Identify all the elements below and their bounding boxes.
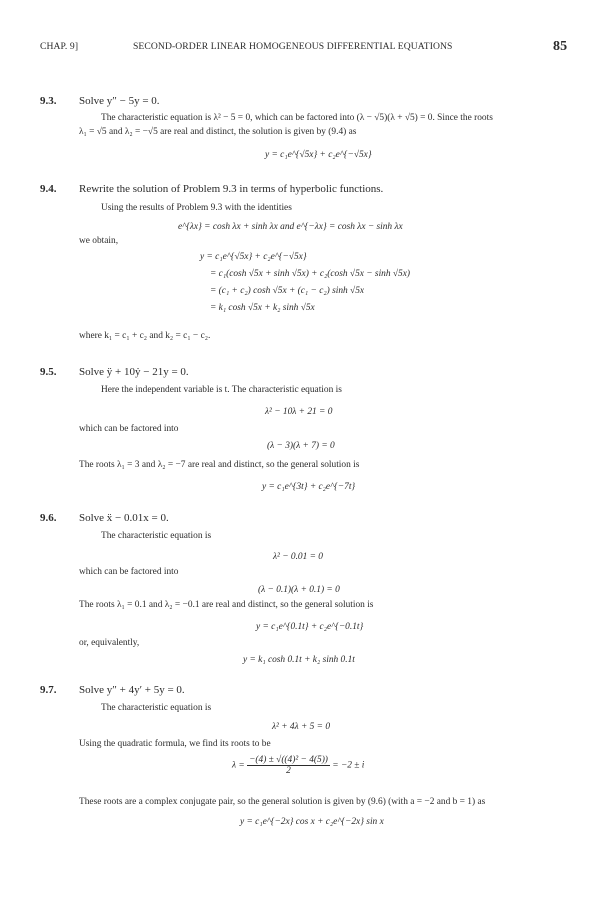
running-header-title: SECOND-ORDER LINEAR HOMOGENEOUS DIFFERENTIAL EQUATIONS (133, 41, 453, 52)
equation-9-7-characteristic: λ² + 4λ + 5 = 0 (272, 722, 331, 732)
solution-text-9-4-line1: Using the results of Problem 9.3 with the identities (101, 203, 292, 213)
solution-text-9-7-line1: The characteristic equation is (101, 703, 212, 713)
equation-9-7-numerator: −(4) ± √((4)² − 4(5)) (249, 755, 328, 765)
problem-number-9-4: 9.4. (40, 183, 57, 195)
problem-statement-9-4: Rewrite the solution of Problem 9.3 in terms of hyperbolic functions. (79, 183, 384, 195)
equation-9-7-rhs: = −2 ± i (332, 760, 365, 771)
equation-9-6-solution: y = c₁e^{0.1t} + c₂e^{−0.1t} (256, 622, 364, 632)
problem-statement-9-6: Solve ẍ − 0.01x = 0. (79, 512, 169, 524)
problem-statement-9-7: Solve y″ + 4y′ + 5y = 0. (79, 684, 185, 696)
page-number: 85 (553, 39, 568, 54)
problem-number-9-3: 9.3. (40, 95, 57, 107)
equation-9-6-characteristic: λ² − 0.01 = 0 (273, 552, 323, 562)
equation-9-4-line3: = (c₁ + c₂) cosh √5x + (c₁ − c₂) sinh √5x (210, 286, 365, 296)
problem-number-9-6: 9.6. (40, 512, 57, 524)
solution-text-9-3-line2: λ₁ = √5 and λ₂ = −√5 are real and distinct, the solution is given by (9.4) as (79, 127, 357, 137)
solution-text-9-3-line1: The characteristic equation is λ² − 5 = 0, which can be factored into (λ − √5)(λ + √5) = 0. Since the roots (101, 113, 493, 123)
problem-number-9-7: 9.7. (40, 684, 57, 696)
problem-statement-9-5: Solve ÿ + 10ẏ − 21y = 0. (79, 366, 189, 378)
equation-9-7-lhs: λ = (232, 760, 245, 771)
equation-9-5-factored: (λ − 3)(λ + 7) = 0 (267, 441, 335, 451)
problem-statement-9-3: Solve y″ − 5y = 0. (79, 95, 160, 107)
solution-text-9-5-line1: Here the independent variable is t. The characteristic equation is (101, 385, 342, 395)
equation-9-5-solution: y = c₁e^{3t} + c₂e^{−7t} (262, 482, 356, 492)
equation-9-3-solution: y = c₁e^{√5x} + c₂e^{−√5x} (265, 150, 372, 160)
solution-text-9-5-line3: The roots λ₁ = 3 and λ₂ = −7 are real and distinct, so the general solution is (79, 460, 360, 470)
equation-9-7-quadratic (232, 755, 364, 776)
equation-9-4-line2: = c₁(cosh √5x + sinh √5x) + c₂(cosh √5x − sinh √5x) (210, 269, 411, 279)
equation-9-4-line4: = k₁ cosh √5x + k₂ sinh √5x (210, 303, 315, 313)
solution-text-9-4-line2: we obtain, (79, 236, 119, 246)
equation-9-7-solution: y = c₁e^{−2x} cos x + c₂e^{−2x} sin x (240, 817, 384, 827)
equation-9-7-fraction (247, 755, 330, 776)
equation-9-4-identities: e^{λx} = cosh λx + sinh λx and e^{−λx} = cosh λx − sinh λx (178, 222, 403, 232)
solution-text-9-6-line3: The roots λ₁ = 0.1 and λ₂ = −0.1 are real and distinct, so the general solution is (79, 600, 374, 610)
equation-9-5-characteristic: λ² − 10λ + 21 = 0 (265, 407, 333, 417)
solution-text-9-6-line1: The characteristic equation is (101, 531, 212, 541)
solution-text-9-6-line4: or, equivalently, (79, 638, 140, 648)
equation-9-6-factored: (λ − 0.1)(λ + 0.1) = 0 (258, 585, 340, 595)
solution-text-9-5-line2: which can be factored into (79, 424, 179, 434)
solution-text-9-7-line2: Using the quadratic formula, we find its roots to be (79, 739, 271, 749)
solution-text-9-6-line2: which can be factored into (79, 567, 179, 577)
solution-text-9-4-line3: where k₁ = c₁ + c₂ and k₂ = c₁ − c₂. (79, 331, 211, 341)
problem-number-9-5: 9.5. (40, 366, 57, 378)
solution-text-9-7-line3: These roots are a complex conjugate pair, so the general solution is given by (9.6) (with a = −2 and b = 1) as (79, 797, 486, 807)
equation-9-7-denominator: 2 (286, 766, 291, 776)
equation-9-6-hyperbolic: y = k₁ cosh 0.1t + k₂ sinh 0.1t (243, 655, 355, 665)
running-header-chapter: CHAP. 9] (40, 41, 79, 52)
equation-9-4-line1: y = c₁e^{√5x} + c₂e^{−√5x} (200, 252, 307, 262)
